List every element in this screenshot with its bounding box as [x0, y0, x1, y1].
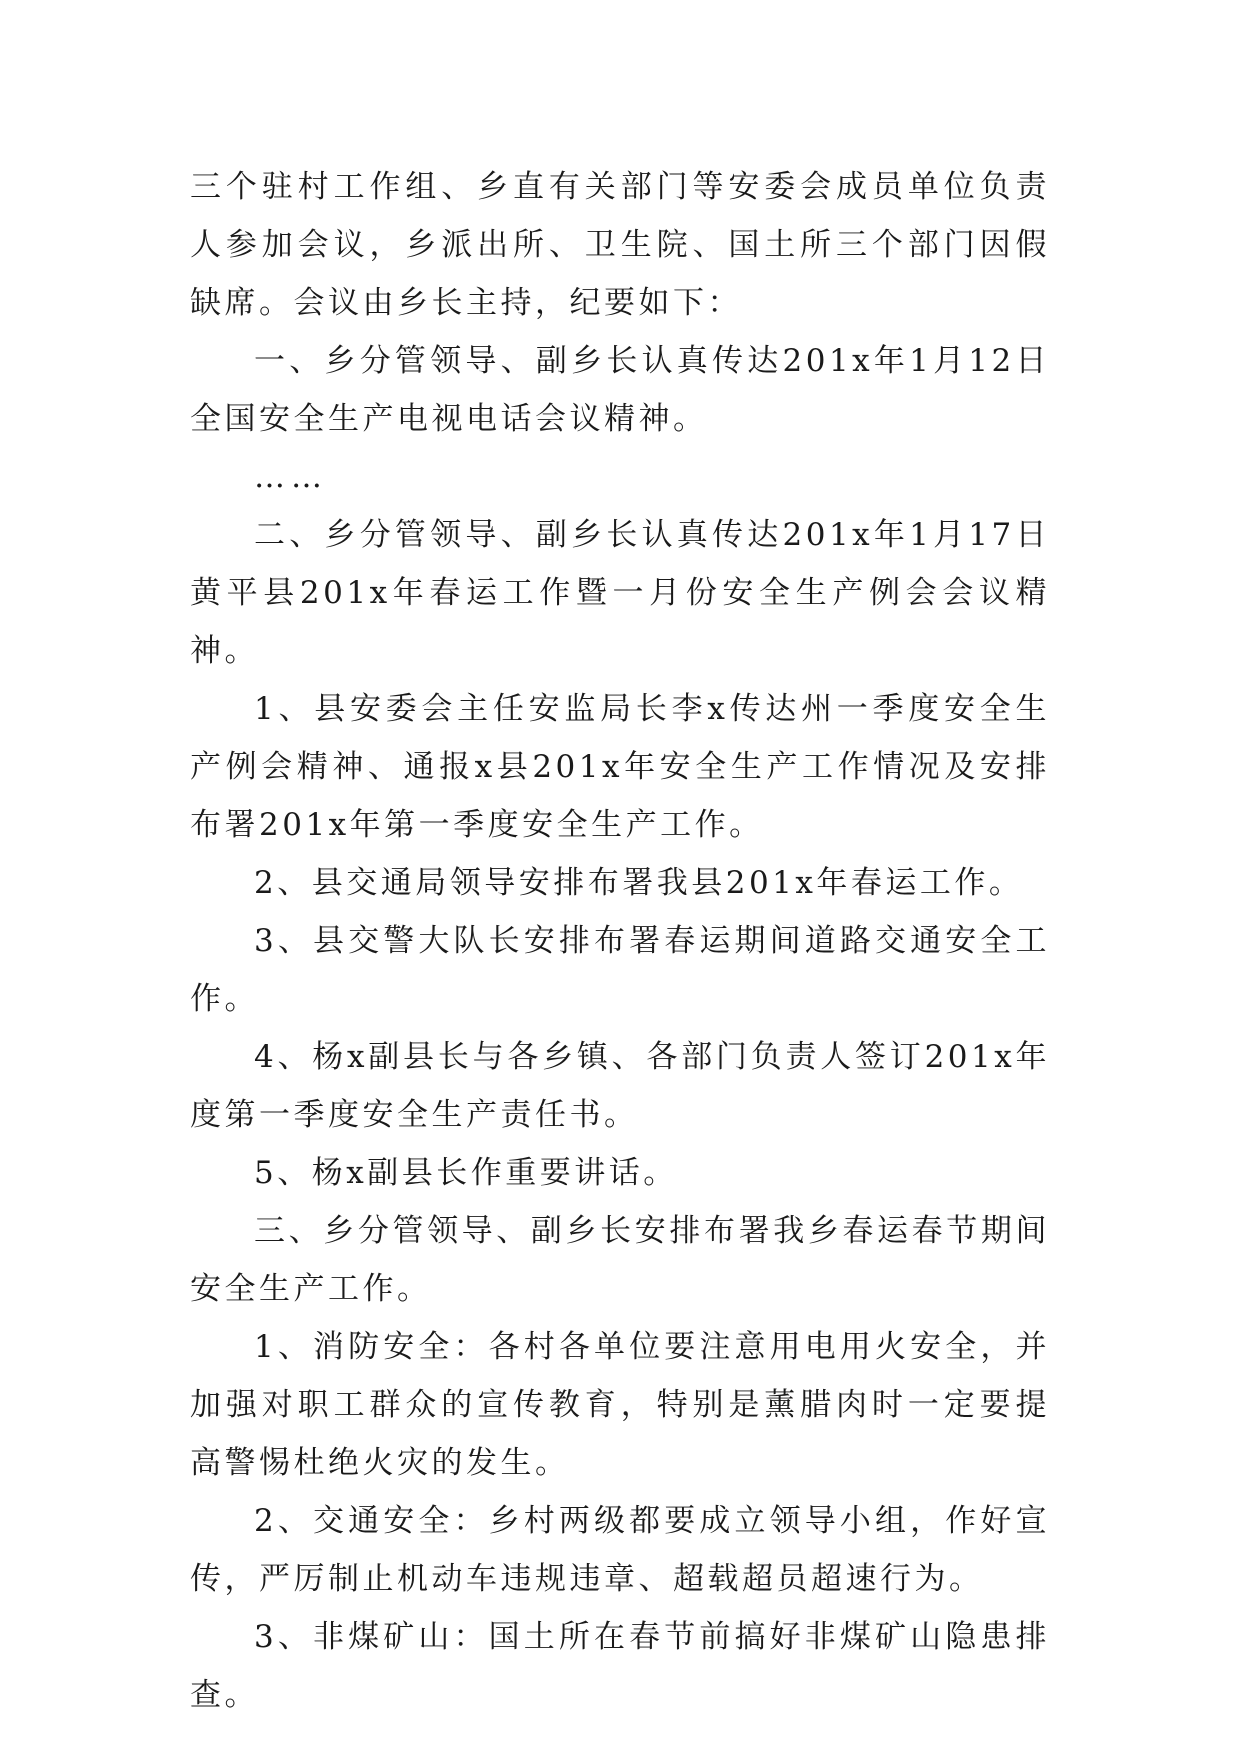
- paragraph-item-three-1: 1、消防安全：各村各单位要注意用电用火安全，并加强对职工群众的宣传教育，特别是薰腊肉时一定要提高警惕杜绝火灾的发生。: [190, 1329, 1050, 1481]
- paragraph-item-two-5: 5、杨x副县长作重要讲话。: [254, 1155, 678, 1191]
- paragraph-item-two: 二、乡分管领导、副乡长认真传达201x年1月17日黄平县201x年春运工作暨一月份安全生产例会会议精神。: [190, 517, 1050, 669]
- paragraph-ellipsis: ……: [254, 459, 328, 495]
- paragraph-item-one: 一、乡分管领导、副乡长认真传达201x年1月12日全国安全生产电视电话会议精神。: [190, 343, 1050, 437]
- paragraph-item-two-1: 1、县安委会主任安监局长李x传达州一季度安全生产例会精神、通报x县201x年安全生产工作情况及安排布署201x年第一季度安全生产工作。: [190, 691, 1050, 843]
- paragraph-attendance: 三个驻村工作组、乡直有关部门等安委会成员单位负责人参加会议，乡派出所、卫生院、国土所三个部门因假缺席。会议由乡长主持，纪要如下：: [190, 169, 1050, 321]
- paragraph-item-three-3: 3、非煤矿山：国土所在春节前搞好非煤矿山隐患排查。: [190, 1619, 1050, 1713]
- paragraph-item-three-2: 2、交通安全：乡村两级都要成立领导小组，作好宣传，严厉制止机动车违规违章、超载超员超速行为。: [190, 1503, 1050, 1597]
- paragraph-item-two-3: 3、县交警大队长安排布署春运期间道路交通安全工作。: [190, 923, 1050, 1017]
- document-body: [190, 158, 1050, 1724]
- paragraph-item-two-2: 2、县交通局领导安排布署我县201x年春运工作。: [254, 865, 1024, 901]
- paragraph-item-three: 三、乡分管领导、副乡长安排布署我乡春运春节期间安全生产工作。: [190, 1213, 1050, 1307]
- paragraph-item-two-4: 4、杨x副县长与各乡镇、各部门负责人签订201x年度第一季度安全生产责任书。: [190, 1039, 1050, 1133]
